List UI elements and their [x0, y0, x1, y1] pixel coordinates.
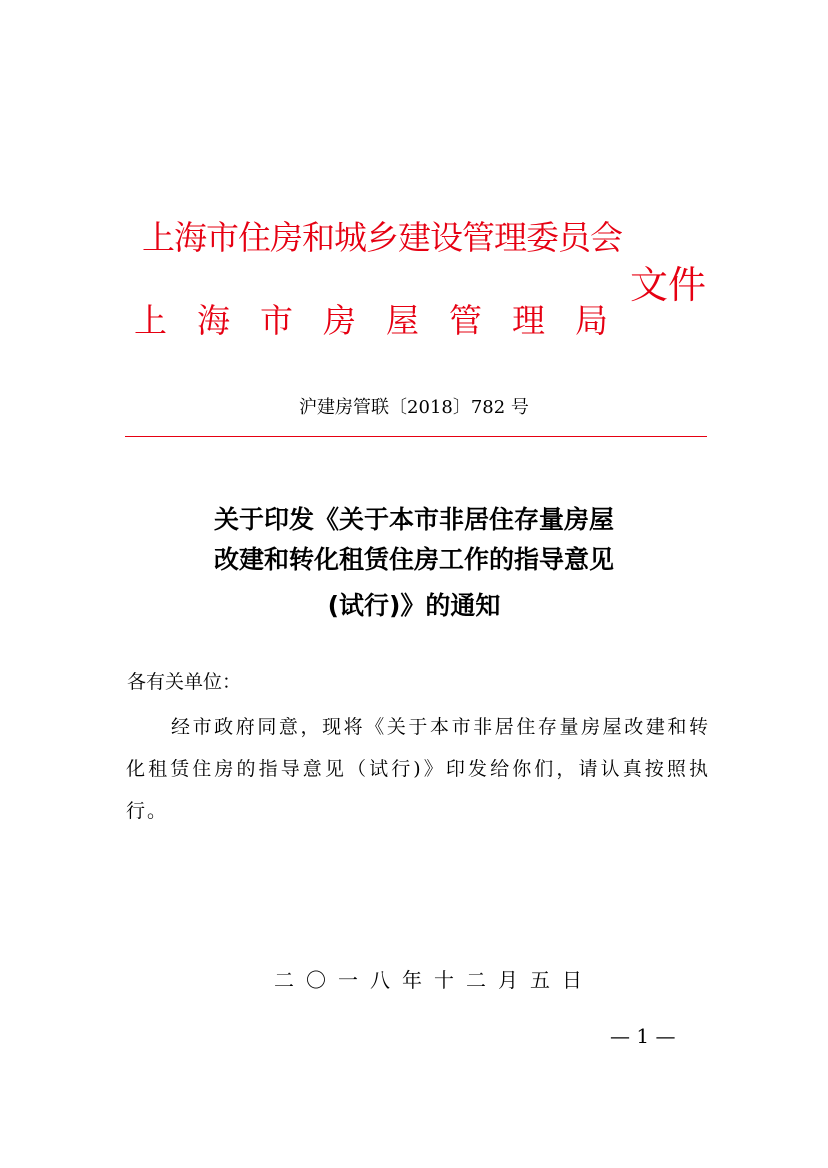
- title-line-3: (试行)》的通知: [327, 591, 501, 620]
- issuer-2-char: 局: [575, 301, 608, 340]
- issuer-2-char: 海: [197, 301, 230, 340]
- document-word: 文件: [630, 263, 707, 307]
- page-number: — 1 —: [610, 1024, 676, 1048]
- issuer-line-2: [134, 295, 608, 342]
- issuer-2-char: 市: [260, 301, 293, 340]
- issue-date: 二〇一八年十二月五日: [274, 968, 594, 992]
- issuer-2-char: 房: [323, 301, 356, 340]
- issuer-line-1: 上海市住房和城乡建设管理委员会: [142, 218, 622, 257]
- issuer-2-char: 屋: [386, 301, 419, 340]
- title-line-1: 关于印发《关于本市非居住存量房屋: [213, 505, 614, 534]
- salutation: 各有关单位：: [127, 671, 242, 693]
- issuer-2-char: 管: [449, 301, 482, 340]
- issuer-2-char: 上: [134, 301, 167, 340]
- body-paragraph: 经市政府同意，现将《关于本市非居住存量房屋改建和转化租赁住房的指导意见（试行)》印发给你们，请认真按照执行。: [126, 716, 710, 822]
- red-divider: [125, 436, 707, 437]
- issuer-2-char: 理: [512, 301, 545, 340]
- document-number: 沪建房管联〔2018〕782 号: [299, 397, 529, 418]
- title-line-2: 改建和转化租赁住房工作的指导意见: [213, 545, 614, 574]
